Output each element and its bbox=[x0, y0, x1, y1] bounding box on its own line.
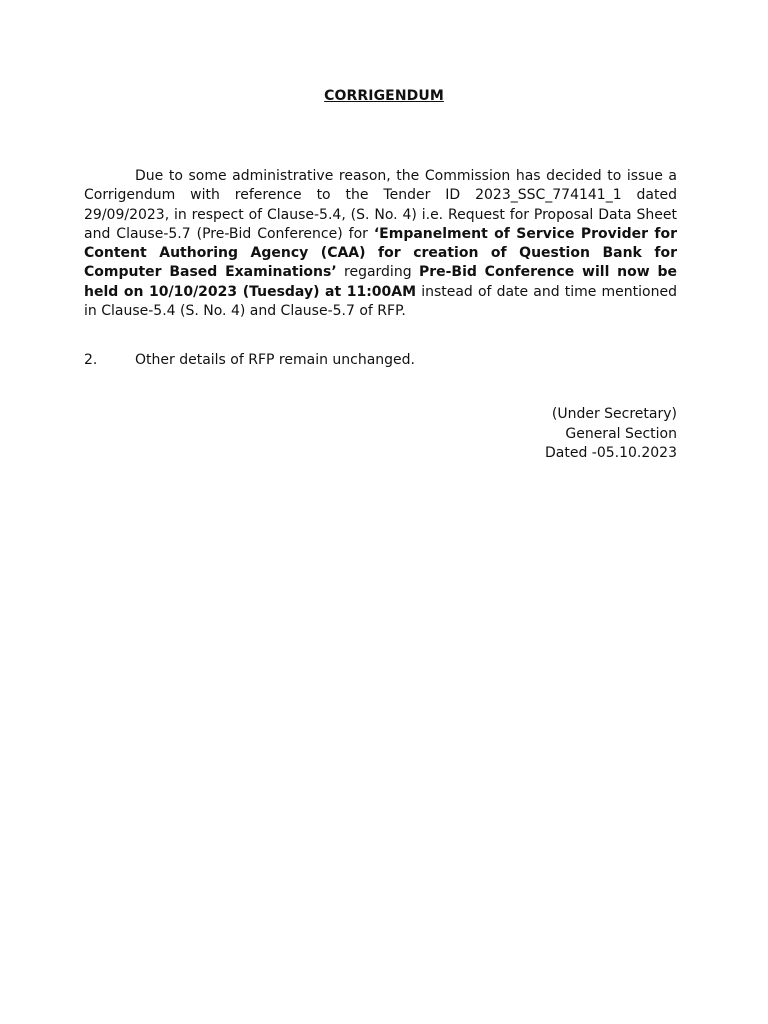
paragraph-text-2: regarding bbox=[336, 264, 419, 281]
signatory-section: General Section bbox=[565, 425, 677, 442]
paragraph-bold-subject: ‘Empanelment of Service Provider for Content Authoring Agency (CAA) for creation of Question Bank for Computer Based Examinations’ bbox=[84, 225, 677, 281]
paragraph-text-1: Due to some administrative reason, the Commission has decided to issue a Corrigendum with reference to the Tender ID 2023_SSC_774141_1 dated 29/09/2023, in respect of Clause-5.4, (S. No. 4) i.e. Request for Proposal Data Sheet and Clause-5.7 (Pre-Bid Conference) for bbox=[84, 168, 677, 242]
signatory-designation: (Under Secretary) bbox=[551, 406, 677, 422]
signature-date: Dated -05.10.2023 bbox=[544, 445, 677, 461]
paragraph-bold-schedule: Pre-Bid Conference will now be held on 10/10/2023 (Tuesday) at 11:00AM bbox=[84, 264, 677, 300]
corrigendum-paragraph bbox=[84, 167, 677, 321]
point-number: 2. bbox=[84, 352, 98, 368]
document-title: CORRIGENDUM bbox=[324, 88, 444, 104]
signature-block bbox=[545, 405, 677, 464]
point-text: Other details of RFP remain unchanged. bbox=[135, 352, 416, 368]
paragraph-text-3: instead of date and time mentioned in Clause-5.4 (S. No. 4) and Clause-5.7 of RFP. bbox=[84, 283, 677, 320]
